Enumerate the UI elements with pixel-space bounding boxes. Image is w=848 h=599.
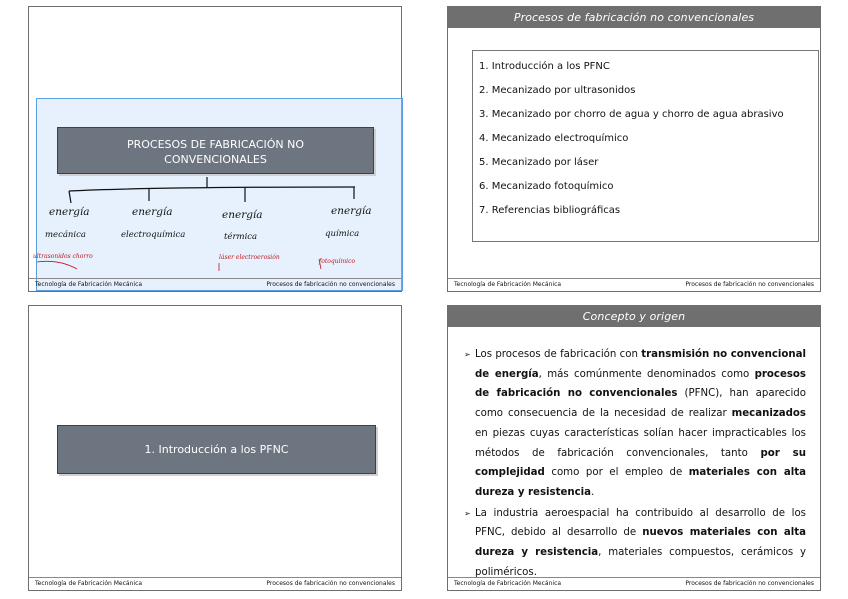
slide-4-body xyxy=(464,345,806,582)
handwritten-quimica: química xyxy=(325,229,360,239)
slide-4-header: Concepto y origen xyxy=(448,306,820,327)
footer-left: Tecnología de Fabricación Mecánica xyxy=(454,281,562,288)
footer-rule xyxy=(448,278,820,279)
slide-3-title-box xyxy=(57,425,376,474)
handwritten-red-termica: láser electroerosión xyxy=(219,254,280,261)
footer-left: Tecnología de Fabricación Mecánica xyxy=(35,281,143,288)
toc-item: 4. Mecanizado electroquímico xyxy=(479,133,629,144)
footer-right: Procesos de fabricación no convencionales xyxy=(685,580,814,587)
handwritten-red-quimica: fotoquímico xyxy=(319,258,356,265)
slide-2-header: Procesos de fabricación no convencionales xyxy=(448,7,820,28)
slide-1[interactable] xyxy=(28,6,402,292)
footer-rule xyxy=(29,577,401,578)
handwritten-energia-4: energía xyxy=(331,205,372,217)
footer-right: Procesos de fabricación no convencionales xyxy=(266,580,395,587)
handwritten-energia-2: energía xyxy=(132,206,173,218)
toc-item: 2. Mecanizado por ultrasonidos xyxy=(479,85,636,96)
handwritten-termica: térmica xyxy=(224,232,258,242)
toc-item: 1. Introducción a los PFNC xyxy=(479,61,610,72)
paragraph-1: ➢ Los procesos de fabricación con transmisión no convencional de energía, más comúnmente denominados como procesos de fabricación no convencionales (PFNC), han aparecido como consecuencia de la necesidad de realizar mecanizados en piezas cuyas características solían hacer impracticables los métodos de fabricación convencionales, tanto por su complejidad como por el empleo de materiales con alta dureza y resistencia. xyxy=(464,345,806,503)
footer-left: Tecnología de Fabricación Mecánica xyxy=(454,580,562,587)
footer-rule xyxy=(448,577,820,578)
slide-footer xyxy=(454,281,814,288)
slide-3-title: 1. Introducción a los PFNC xyxy=(144,443,289,456)
paragraph-2: ➢ La industria aeroespacial ha contribuido al desarrollo de los PFNC, debido al desarrollo de nuevos materiales con alta dureza y resistencia, materiales compuestos, cerámicos y poliméricos. xyxy=(464,504,806,583)
slide-4[interactable] xyxy=(447,305,821,591)
handwritten-red-mecanica: ultrasonidos chorro xyxy=(33,253,93,260)
slide-footer xyxy=(454,580,814,587)
toc-item: 6. Mecanizado fotoquímico xyxy=(479,181,614,192)
footer-left: Tecnología de Fabricación Mecánica xyxy=(35,580,143,587)
slide-footer xyxy=(35,580,395,587)
toc-item: 5. Mecanizado por láser xyxy=(479,157,599,168)
handwritten-mecanica: mecánica xyxy=(45,230,86,240)
slide-2[interactable] xyxy=(447,6,821,292)
handwritten-energia-3: energía xyxy=(222,209,263,221)
toc-item: 3. Mecanizado por chorro de agua y chorro de agua abrasivo xyxy=(479,109,784,120)
handwritten-energia-1: energía xyxy=(49,206,90,218)
footer-right: Procesos de fabricación no convencionales xyxy=(685,281,814,288)
table-of-contents xyxy=(472,50,819,242)
handwritten-tree xyxy=(29,7,403,293)
slide-3[interactable] xyxy=(28,305,402,591)
footer-right: Procesos de fabricación no convencionales xyxy=(266,281,395,288)
handwritten-electroquimica: electroquímica xyxy=(121,230,186,240)
slide-footer xyxy=(35,281,395,288)
slide-1-title-line1: PROCESOS DE FABRICACIÓN NO xyxy=(126,138,305,151)
toc-item: 7. Referencias bibliográficas xyxy=(479,205,621,216)
footer-rule xyxy=(29,278,401,279)
slide-1-title-line2: CONVENCIONALES xyxy=(164,153,267,166)
